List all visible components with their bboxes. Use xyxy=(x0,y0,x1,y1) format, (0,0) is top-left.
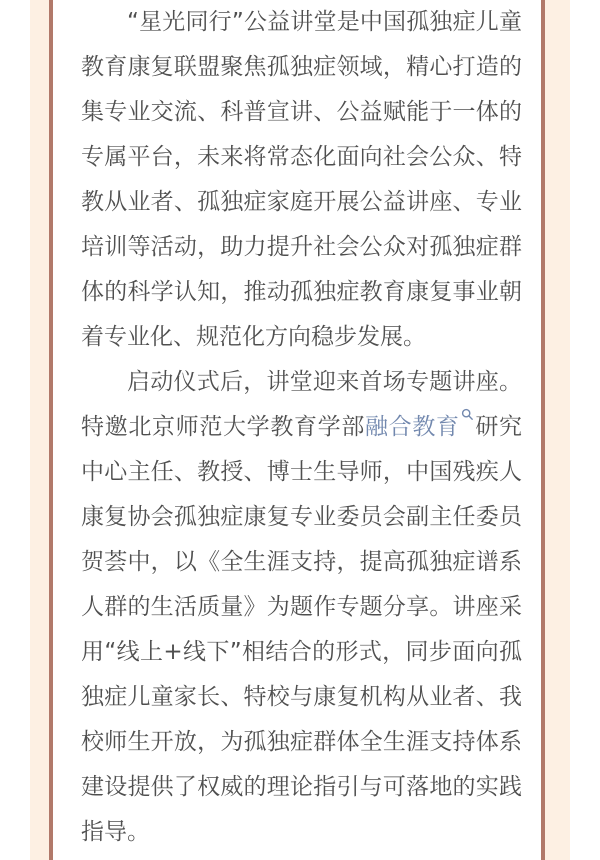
paragraph-lecture xyxy=(81,360,522,855)
paragraph-intro: “星光同行”公益讲堂是中国孤独症儿童教育康复联盟聚焦孤独症领域，精心打造的集专业交流、科普宣讲、公益赋能于一体的专属平台，未来将常态化面向社会公众、特教从业者、孤独症家庭开展公益讲座、专业培训等活动，助力提升社会公众对孤独症群体的科学认知，推动孤独症教育康复事业朝着专业化、规范化方向稳步发展。 xyxy=(81,9,522,350)
right-frame-stripe xyxy=(541,0,570,860)
inline-search-link-label[interactable]: 融合教育 xyxy=(365,414,460,440)
paragraph-lecture-text-after: 研究中心主任、教授、博士生导师，中国残疾人康复协会孤独症康复专业委员会副主任委员贺荟中，以《全生涯支持，提高孤独症谱系人群的生活质量》为题作专题分享。讲座采用“线上+线下”相结合的形式，同步面向孤独症儿童家长、特校与康复机构从业者、我校师生开放，为孤独症群体全生涯支持体系建设提供了权威的理论指引与可落地的实践指导。 xyxy=(81,414,523,845)
inline-search-link[interactable] xyxy=(365,414,475,440)
left-frame-stripe xyxy=(30,0,53,860)
search-icon[interactable] xyxy=(461,408,474,421)
paragraph-lecture-text-before: 启动仪式后，讲堂迎来首场专题讲座。特邀北京师范大学教育学部 xyxy=(81,369,522,440)
article-body xyxy=(81,0,522,855)
